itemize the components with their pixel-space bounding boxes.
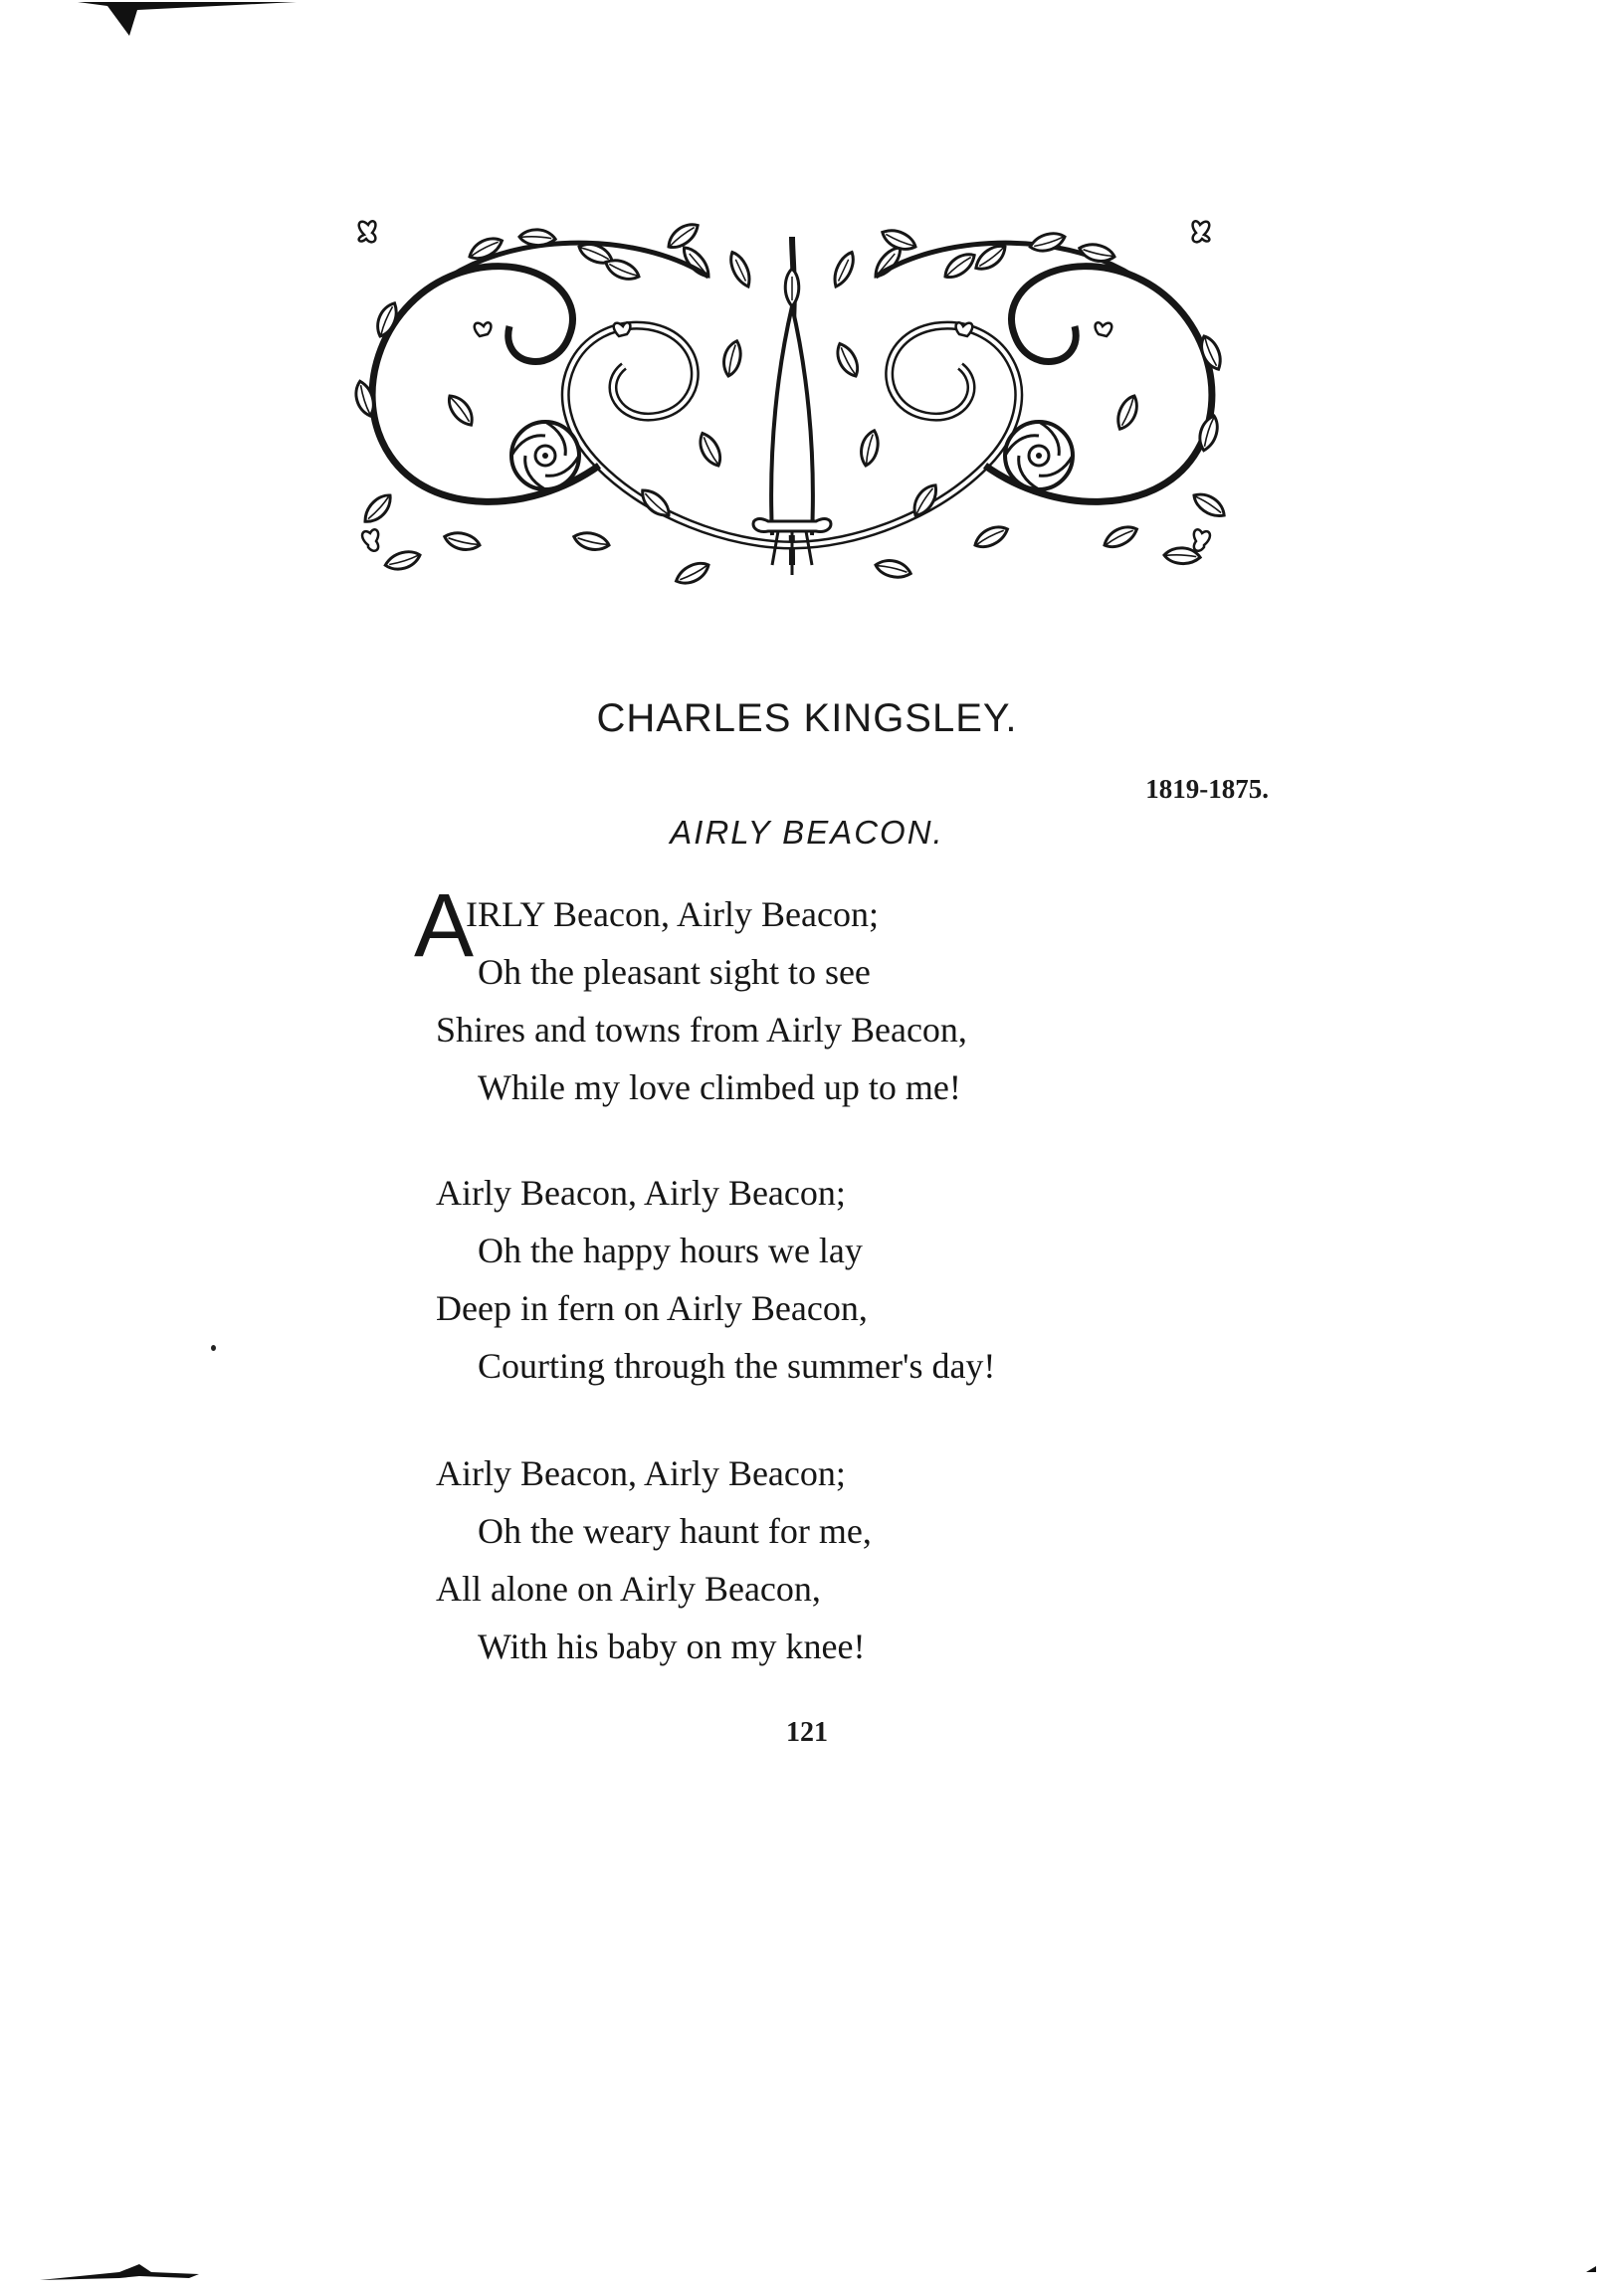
poem-line: Oh the weary haunt for me, [478,1511,872,1551]
printer-mark-bottom [40,2260,219,2282]
poem-title: AIRLY BEACON. [670,814,944,851]
poem-line: Oh the happy hours we lay [478,1231,863,1270]
poem-line: Deep in fern on Airly Beacon, [436,1288,868,1328]
poem-line: Airly Beacon, Airly Beacon; [436,1173,846,1213]
printer-mark-top [78,0,297,40]
drop-cap: A [414,876,475,976]
printer-mark-corner [1586,2266,1596,2272]
poem-line: Shires and towns from Airly Beacon, [436,1010,967,1050]
poem-line: While my love climbed up to me! [478,1067,961,1107]
ink-speck [211,1345,216,1351]
poem-line: Courting through the summer's day! [478,1346,996,1386]
first-line-text: IRLY Beacon, Airly Beacon; [466,894,879,934]
floral-headpiece-ornament [350,217,1234,587]
author-dates: 1819-1875. [1145,774,1269,804]
page-number: 121 [786,1717,828,1748]
poem-line: Oh the pleasant sight to see [478,952,871,992]
poem-line: Airly Beacon, Airly Beacon; [436,1453,846,1493]
author-heading: CHARLES KINGSLEY. [596,696,1018,740]
poem-line: With his baby on my knee! [478,1626,866,1666]
poem-line: All alone on Airly Beacon, [436,1569,821,1609]
